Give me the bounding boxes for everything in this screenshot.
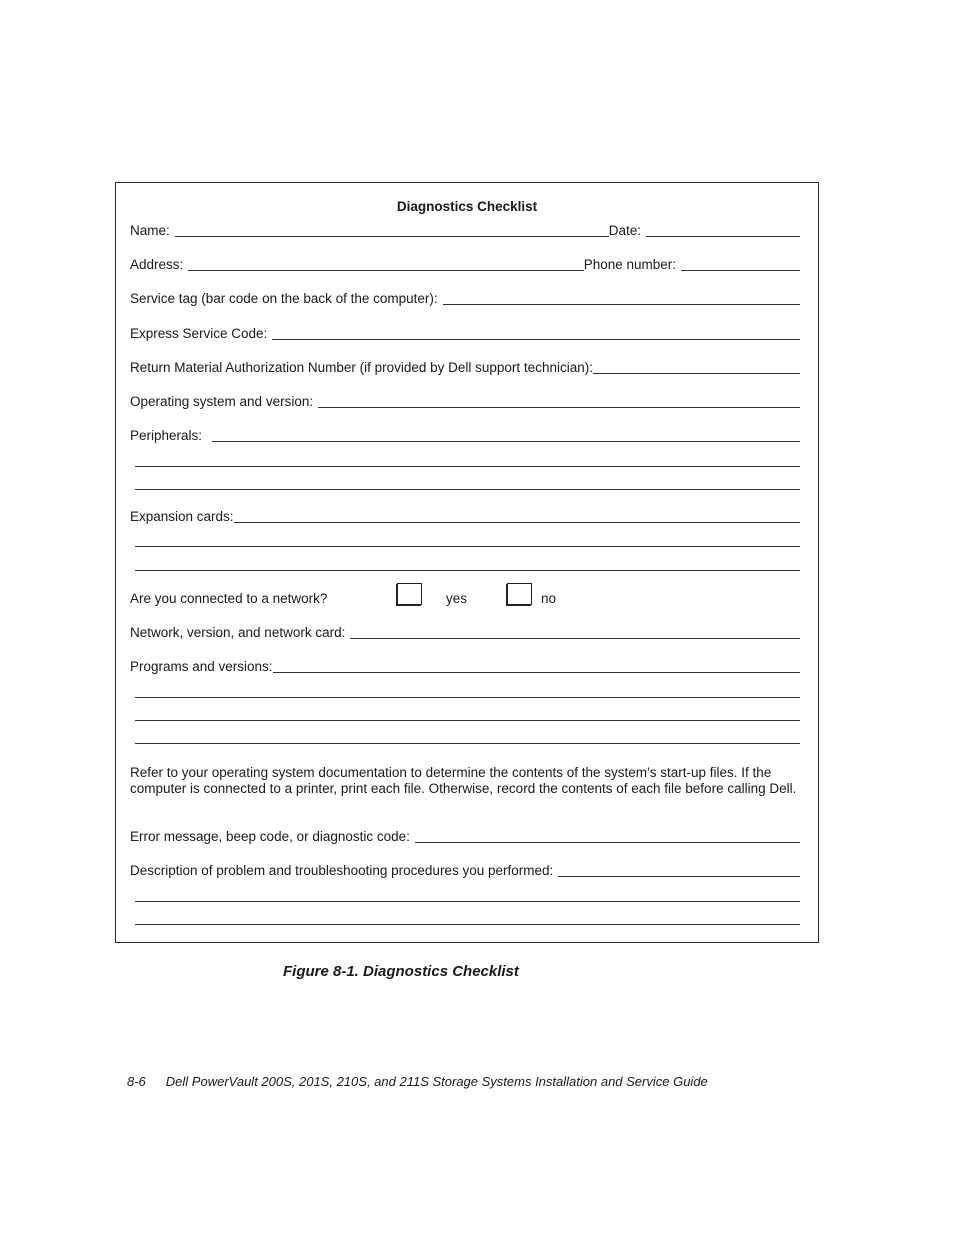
network-question-row (130, 589, 327, 607)
figure-caption: Figure 8-1. Diagnostics Checklist (283, 963, 519, 980)
error-row (130, 827, 800, 845)
date-label: Date: (608, 223, 641, 238)
peripherals-field[interactable] (212, 427, 800, 442)
phone-field[interactable] (681, 256, 800, 271)
expansion-label: Expansion cards: (130, 509, 234, 524)
description-label: Description of problem and troubleshooting procedures you performed: (130, 863, 554, 878)
page-number: 8-6 (127, 1074, 146, 1089)
rma-label: Return Material Authorization Number (if provided by Dell support technician): (130, 360, 593, 375)
name-field[interactable] (175, 222, 609, 237)
address-label: Address: (130, 257, 184, 272)
page-footer (127, 1074, 708, 1089)
expansion-line-3[interactable] (135, 570, 800, 571)
name-date-row (130, 221, 800, 239)
yes-label: yes (446, 591, 468, 606)
diagnostics-checklist-form (115, 182, 819, 943)
network-card-field[interactable] (350, 624, 800, 639)
no-checkbox[interactable] (507, 583, 532, 605)
network-question-label: Are you connected to a network? (130, 591, 328, 606)
os-row (130, 392, 800, 410)
yes-checkbox[interactable] (397, 583, 422, 605)
express-code-label: Express Service Code: (130, 326, 268, 341)
date-field[interactable] (646, 222, 800, 237)
programs-field[interactable] (273, 658, 800, 673)
no-label: no (541, 591, 557, 606)
phone-label: Phone number: (583, 257, 676, 272)
error-label: Error message, beep code, or diagnostic code: (130, 829, 410, 844)
service-tag-label: Service tag (bar code on the back of the computer): (130, 291, 438, 306)
programs-line-4[interactable] (135, 743, 800, 744)
programs-line-2[interactable] (135, 697, 800, 698)
address-phone-row (130, 255, 800, 273)
expansion-line-2[interactable] (135, 546, 800, 547)
address-field[interactable] (188, 256, 583, 271)
description-field[interactable] (558, 862, 800, 877)
express-code-field[interactable] (272, 325, 800, 340)
programs-row (130, 657, 800, 675)
form-title: Diagnostics Checklist (396, 199, 538, 214)
description-row (130, 861, 800, 879)
express-code-row (130, 324, 800, 342)
expansion-field[interactable] (234, 508, 800, 523)
name-label: Name: (130, 223, 170, 238)
rma-field[interactable] (593, 359, 800, 374)
footer-title: Dell PowerVault 200S, 201S, 210S, and 211S Storage Systems Installation and Service Guide (165, 1074, 708, 1089)
rma-row (130, 358, 800, 376)
peripherals-row (130, 426, 800, 444)
service-tag-row (130, 289, 800, 307)
description-line-2[interactable] (135, 901, 800, 902)
error-field[interactable] (415, 828, 800, 843)
peripherals-label: Peripherals: (130, 428, 203, 443)
programs-label: Programs and versions: (130, 659, 273, 674)
network-card-row (130, 623, 800, 641)
service-tag-field[interactable] (443, 290, 800, 305)
description-line-3[interactable] (135, 924, 800, 925)
peripherals-line-3[interactable] (135, 489, 800, 490)
startup-files-instructions: Refer to your operating system documentation to determine the contents of the system’s start-up files. If the computer is connected to a printer, print each file. Otherwise, record the contents of each file before calling Dell. (130, 765, 797, 796)
peripherals-line-2[interactable] (135, 466, 800, 467)
os-field[interactable] (318, 393, 800, 408)
os-label: Operating system and version: (130, 394, 314, 409)
programs-line-3[interactable] (135, 720, 800, 721)
network-card-label: Network, version, and network card: (130, 625, 346, 640)
expansion-row (130, 507, 800, 525)
